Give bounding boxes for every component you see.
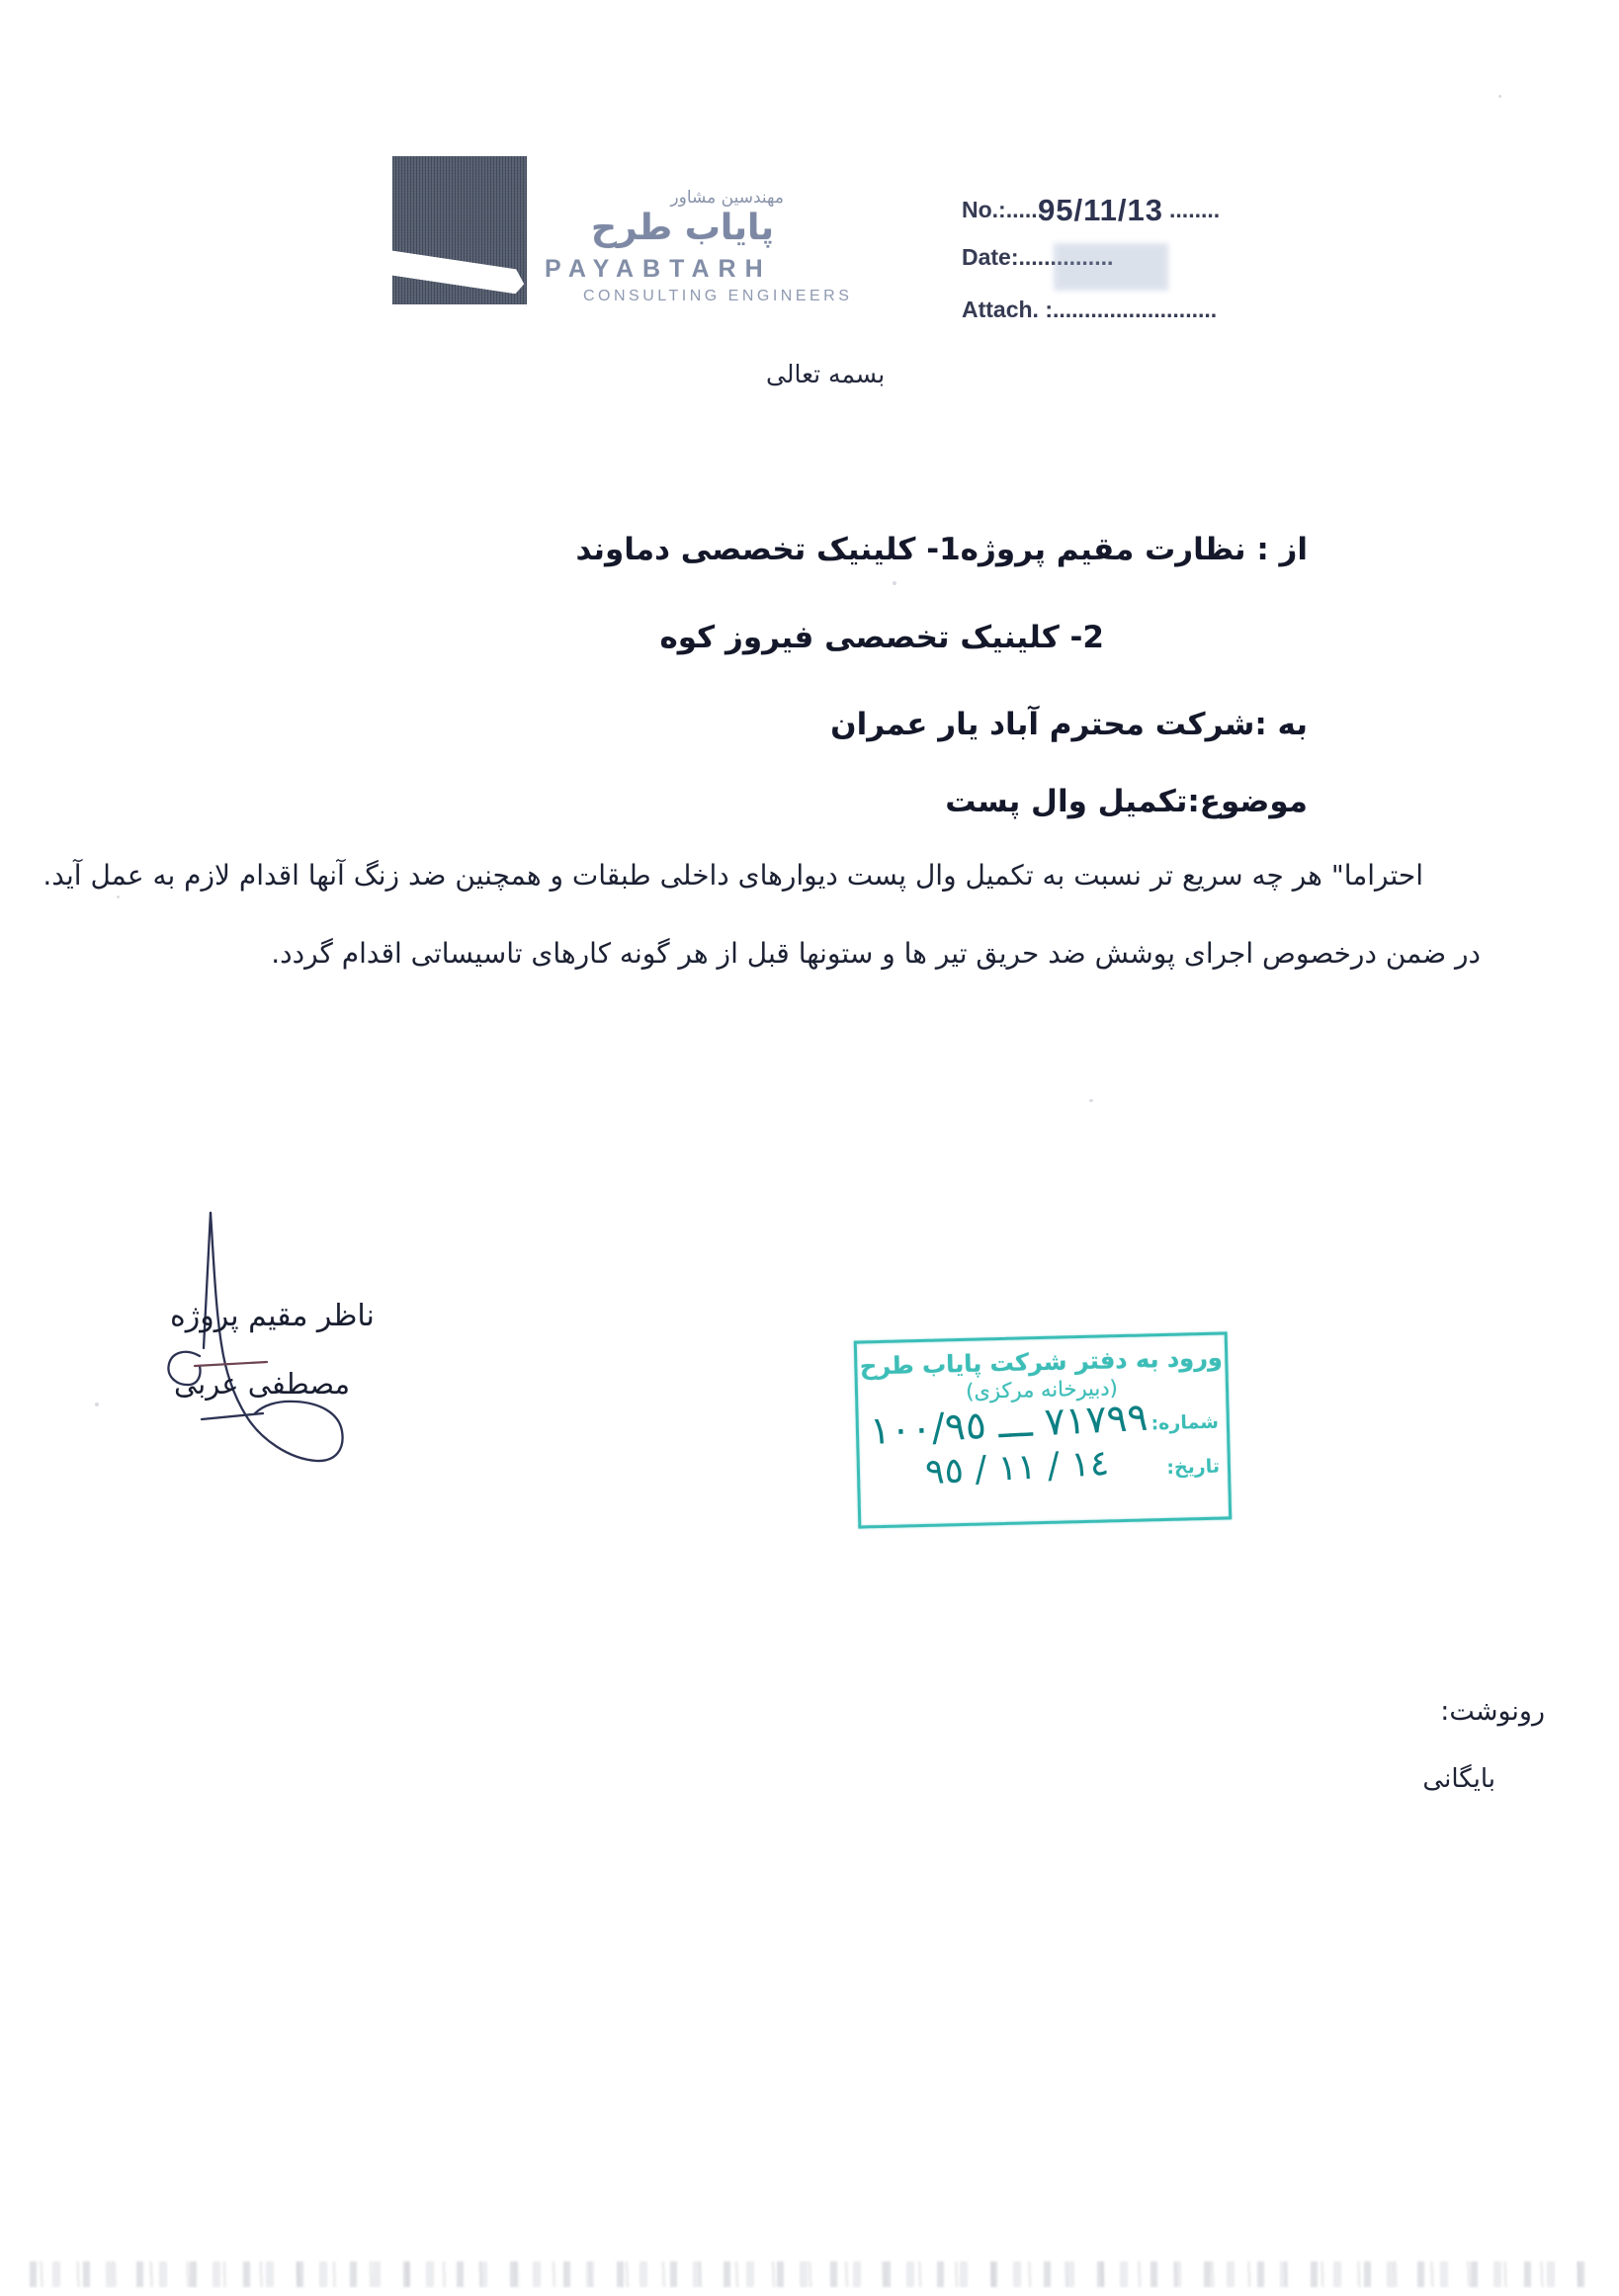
- letterhead-company-name-en: PAYABTARH: [545, 255, 772, 283]
- body-line-2: در ضمن درخصوص اجرای پوشش ضد حریق تیر ها و ستونها قبل از هر گونه کارهای تاسیساتی اقدام گردد.: [271, 937, 1481, 970]
- stamp-number-label: شماره:: [1150, 1410, 1220, 1435]
- copy-to-archive: بایگانی: [1422, 1764, 1495, 1794]
- to-line: به :شرکت محترم آباد یار عمران: [830, 707, 1308, 742]
- bismillah-heading: بسمه تعالی: [766, 360, 886, 388]
- stamp-title-line: ورود به دفتر شرکت پایاب طرح: [859, 1343, 1224, 1381]
- stamp-number-row: [858, 1395, 1227, 1454]
- stamp-number-value: ١٠٠/٩٥ ـــ ٧١٧٩٩: [868, 1395, 1150, 1454]
- ref-date-smudge: [1054, 243, 1168, 291]
- ref-number-row: [962, 190, 1220, 225]
- handwritten-signature: [138, 1198, 385, 1489]
- subject-line: موضوع:تکمیل وال پست: [945, 784, 1308, 819]
- ref-number-label: No.:......: [962, 197, 1045, 222]
- copy-to-label: رونوشت:: [1440, 1696, 1545, 1727]
- ref-attach-row: [962, 297, 1217, 323]
- ref-number-dots: ........: [1169, 197, 1221, 222]
- from-line-2: 2- کلینیک تخصصی فیروز کوه: [659, 620, 1104, 655]
- scan-speck: [1089, 1099, 1093, 1102]
- body-line-1: احتراما" هر چه سریع تر نسبت به تکمیل وال پست دیوارهای داخلی طبقات و همچنین ضد زنگ آنها اقدام لازم به عمل آید.: [43, 859, 1423, 892]
- scan-speck: [95, 1403, 99, 1406]
- scan-noise-band: [30, 2261, 1591, 2287]
- letterhead-company-name-fa: پایاب طرح: [590, 208, 774, 248]
- signatory-title: ناظر مقیم پروژه: [170, 1299, 375, 1333]
- signatory-name: مصطفی عربی: [174, 1367, 351, 1401]
- stamp-date-label: تاریخ:: [1166, 1455, 1221, 1479]
- scan-speck: [117, 895, 120, 898]
- letterhead-consulting-engineers-fa: مهندسین مشاور: [670, 188, 784, 208]
- scan-fold-mark: [917, 27, 931, 309]
- stamp-subtitle-line: (دبیرخانه مرکزی): [965, 1376, 1119, 1403]
- letterhead-company-subtitle-en: CONSULTING ENGINEERS: [583, 288, 853, 304]
- ref-date-label: Date:........: [962, 244, 1069, 270]
- office-entry-stamp: [854, 1331, 1233, 1528]
- ref-number-value: 95/11/13: [1038, 193, 1164, 227]
- from-line-1: از : نظارت مقیم پروژه1- کلینیک تخصصی دماوند: [575, 532, 1308, 567]
- scan-speck: [1498, 95, 1501, 98]
- ref-attach-label: Attach. :..........................: [962, 297, 1218, 322]
- stamp-date-value: ٩٥ / ١١ / ١٤: [924, 1442, 1111, 1493]
- scan-speck: [893, 581, 896, 585]
- ref-date-dots: .......: [1068, 244, 1114, 270]
